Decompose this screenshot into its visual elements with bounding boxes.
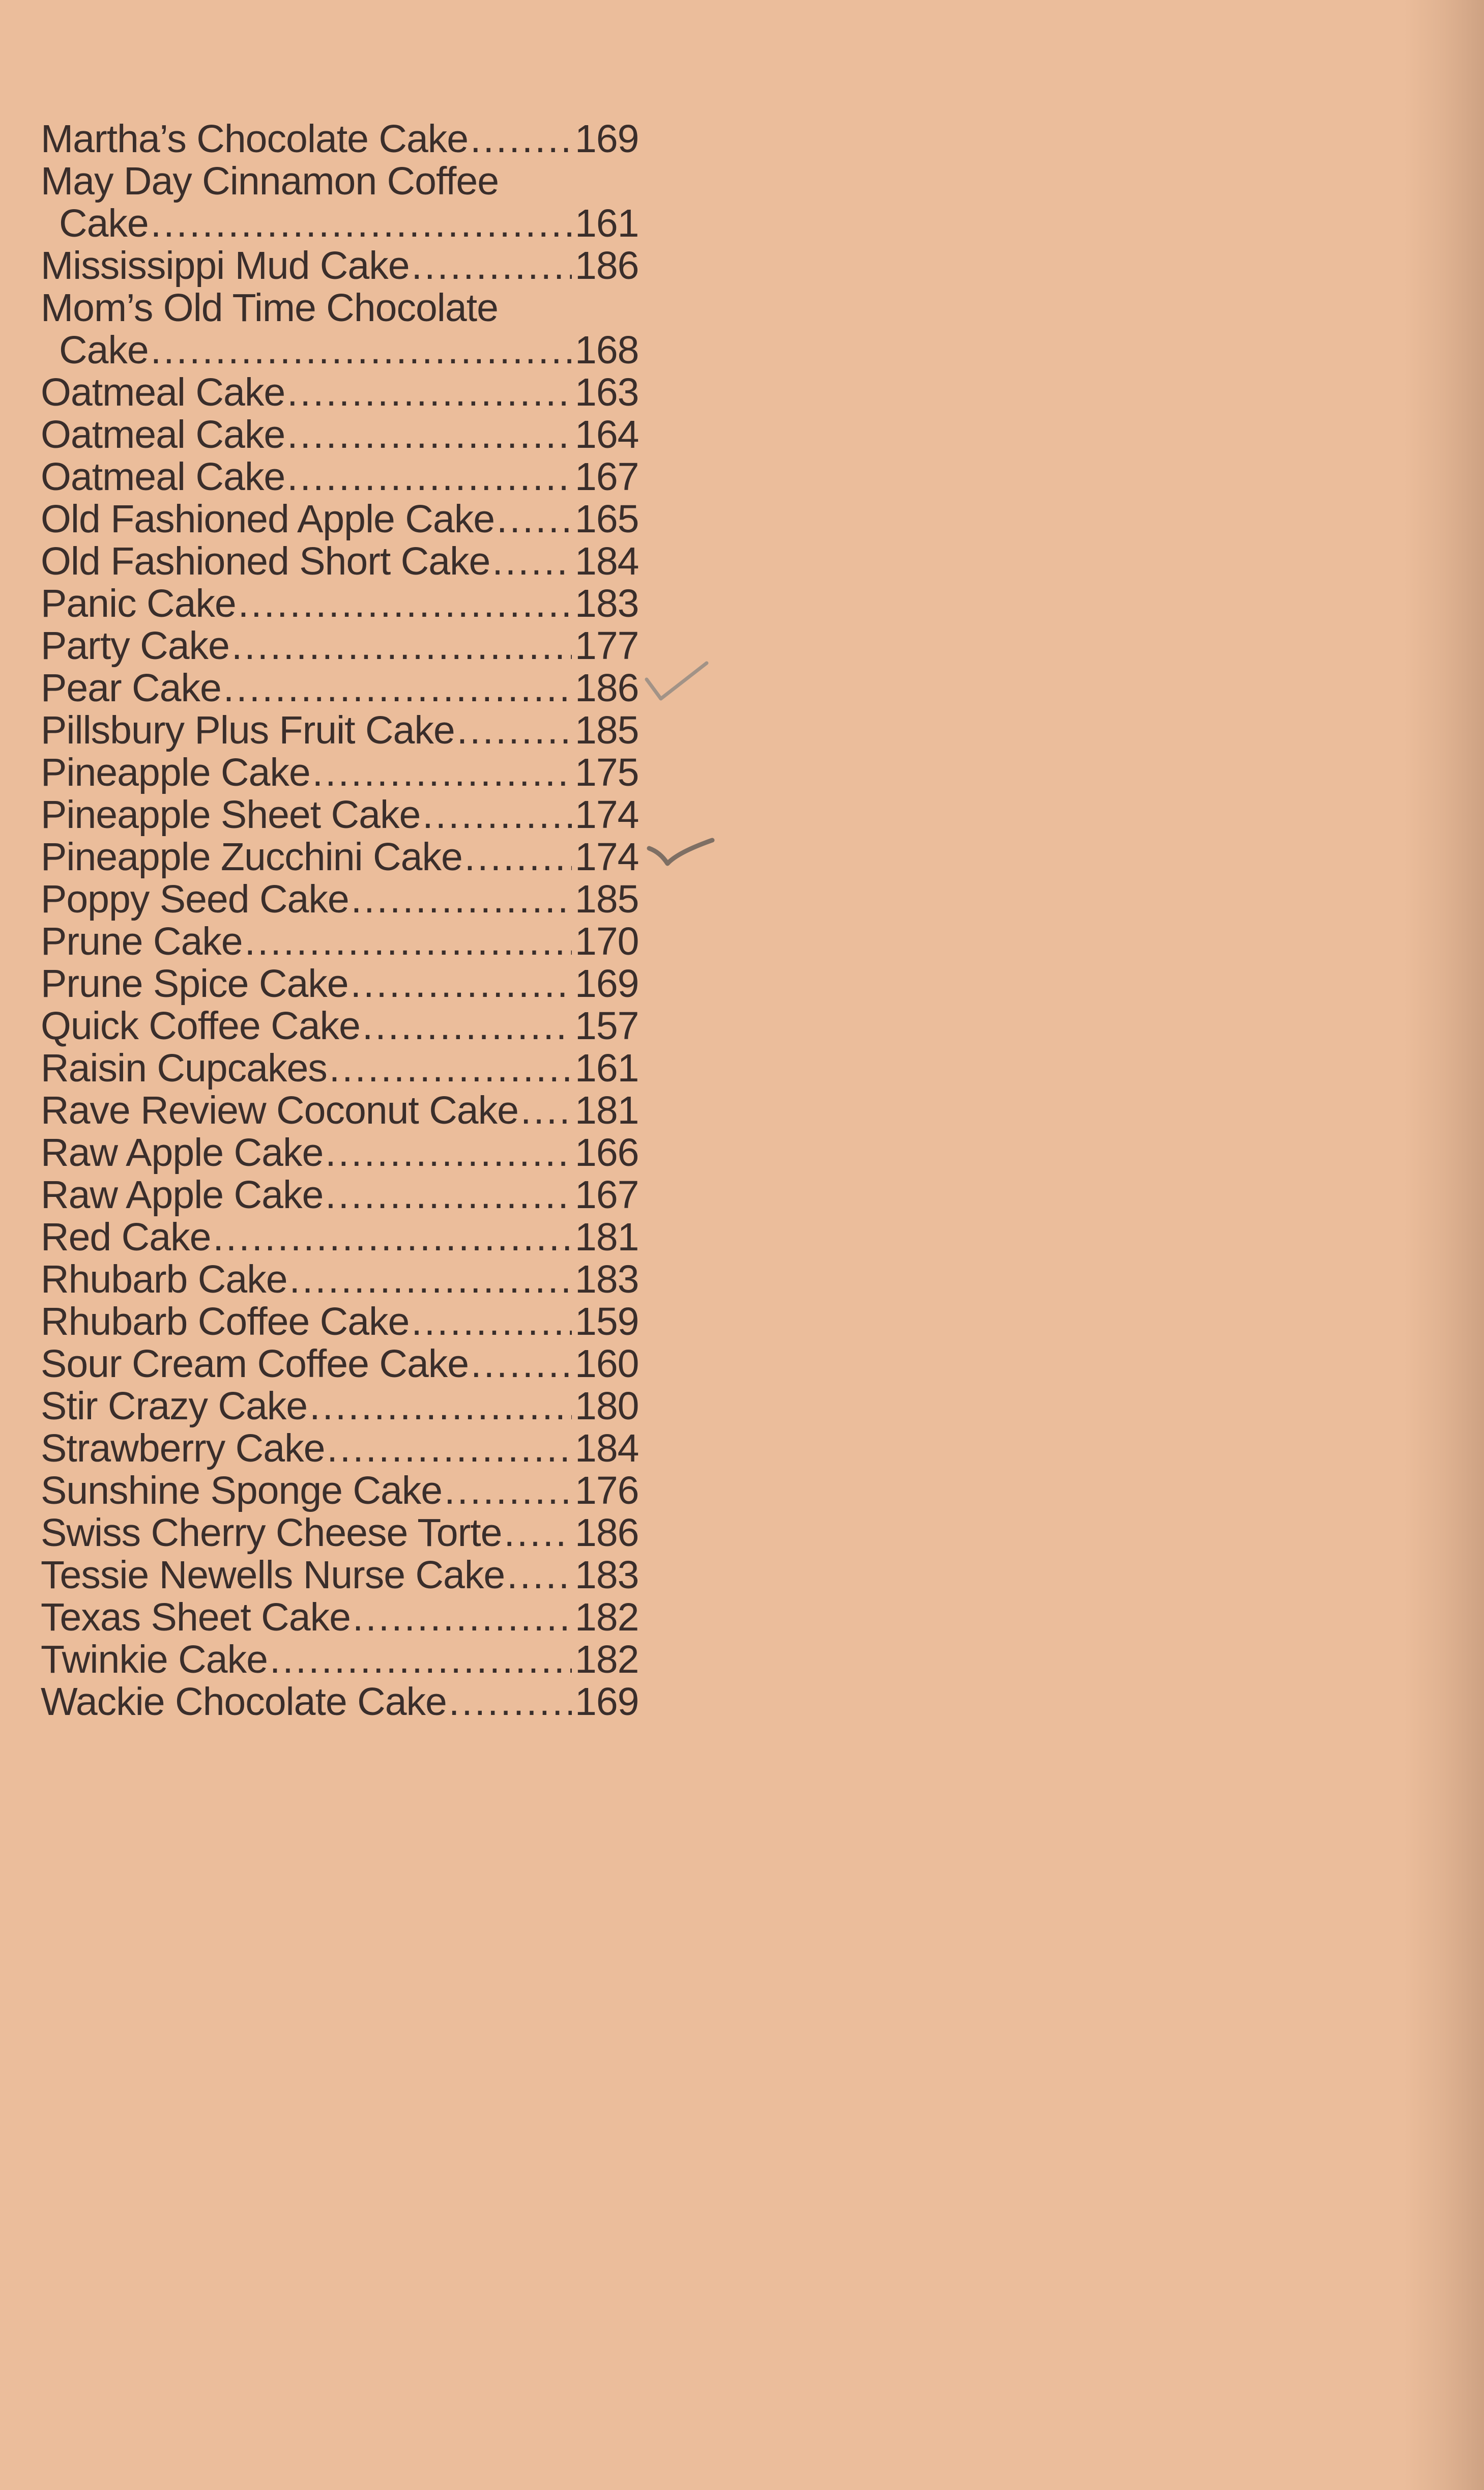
entry-title: Pineapple Cake [41, 751, 310, 794]
entry-page-number: 183 [575, 1257, 639, 1301]
entry-title: Twinkie Cake [41, 1638, 268, 1681]
entry-title: Party Cake [41, 624, 229, 668]
entry-page-number: 160 [575, 1342, 639, 1386]
index-entry [41, 835, 639, 879]
index-entry [41, 1342, 639, 1386]
index-entry [41, 751, 639, 794]
entry-page-number: 164 [575, 413, 639, 456]
entry-title: Tessie Newells Nurse Cake [41, 1553, 505, 1597]
entry-title-line1: May Day Cinnamon Coffee [41, 159, 499, 203]
index-entry [41, 1215, 639, 1259]
entry-page-number: 174 [575, 793, 639, 837]
entry-page-number: 169 [575, 1680, 639, 1724]
entry-page-number: 165 [575, 497, 639, 541]
entry-page-number: 182 [575, 1595, 639, 1639]
entry-title: Oatmeal Cake [41, 413, 285, 456]
pencil-check-mark-icon [644, 659, 710, 705]
entry-page-number: 170 [575, 920, 639, 963]
entry-title: Wackie Chocolate Cake [41, 1680, 447, 1724]
index-entry [41, 793, 639, 837]
entry-title-line1: Mom’s Old Time Chocolate [41, 286, 498, 330]
index-entry [41, 1004, 639, 1048]
dot-leader [504, 1512, 572, 1554]
entry-page-number: 184 [575, 539, 639, 583]
dot-leader [325, 1174, 572, 1216]
dot-leader [457, 709, 572, 752]
dot-leader [289, 1258, 572, 1301]
entry-page-number: 175 [575, 751, 639, 794]
dot-leader [362, 1005, 572, 1047]
entry-page-number: 167 [575, 1173, 639, 1217]
index-entry [41, 877, 639, 921]
index-entry [41, 413, 639, 456]
index-entry [41, 370, 639, 414]
index-entry [41, 1638, 639, 1681]
dot-leader [471, 1343, 572, 1385]
entry-page-number: 183 [575, 582, 639, 625]
entry-title: Old Fashioned Short Cake [41, 539, 490, 583]
dot-leader [287, 371, 572, 414]
index-entry [41, 1595, 639, 1639]
entry-page-number: 176 [575, 1469, 639, 1512]
entry-title: Strawberry Cake [41, 1426, 325, 1470]
entry-title: Red Cake [41, 1215, 211, 1259]
index-entry-first-line [41, 160, 633, 203]
dot-leader [351, 963, 572, 1005]
entry-page-number: 186 [575, 666, 639, 710]
index-entry [41, 497, 639, 541]
dot-leader [325, 1132, 572, 1174]
entry-page-number: 157 [575, 1004, 639, 1048]
dot-leader [238, 583, 572, 625]
entry-title: Pear Cake [41, 666, 221, 710]
entry-title: Rhubarb Cake [41, 1257, 287, 1301]
index-entry [41, 582, 639, 625]
entry-page-number: 169 [575, 962, 639, 1006]
index-entry [41, 244, 639, 288]
pencil-check-mark-icon [646, 837, 717, 873]
dot-leader [351, 878, 572, 921]
dot-leader [449, 1681, 572, 1723]
index-entry [41, 539, 639, 583]
dot-leader [213, 1216, 572, 1258]
index-entry [41, 328, 639, 372]
entry-page-number: 177 [575, 624, 639, 668]
index-entry [41, 708, 639, 752]
entry-title: Mississippi Mud Cake [41, 244, 410, 288]
entry-title: Pillsbury Plus Fruit Cake [41, 708, 455, 752]
entry-title: Texas Sheet Cake [41, 1595, 351, 1639]
dot-leader [353, 1596, 572, 1639]
index-entry [41, 624, 639, 668]
dot-leader [492, 540, 572, 583]
dot-leader [309, 1385, 572, 1427]
entry-title: Oatmeal Cake [41, 455, 285, 499]
index-entry-first-line [41, 287, 633, 329]
dot-leader [520, 1090, 572, 1132]
dot-leader [464, 836, 572, 878]
entry-page-number: 185 [575, 877, 639, 921]
index-entry [41, 1553, 639, 1597]
index-entry [41, 962, 639, 1006]
entry-page-number: 174 [575, 835, 639, 879]
entry-title: Swiss Cherry Cheese Torte [41, 1511, 502, 1555]
recipe-index-list [41, 117, 639, 1724]
dot-leader [327, 1427, 572, 1470]
dot-leader [223, 667, 572, 709]
dot-leader [497, 498, 572, 540]
dot-leader [245, 921, 572, 963]
entry-page-number: 181 [575, 1215, 639, 1259]
entry-page-number: 161 [575, 1046, 639, 1090]
entry-title: Oatmeal Cake [41, 370, 285, 414]
dot-leader [270, 1639, 572, 1681]
entry-page-number: 163 [575, 370, 639, 414]
index-entry [41, 1511, 639, 1555]
index-entry [41, 1089, 639, 1132]
entry-page-number: 180 [575, 1384, 639, 1428]
entry-page-number: 166 [575, 1131, 639, 1175]
entry-page-number: 161 [575, 202, 639, 245]
entry-title: Pineapple Sheet Cake [41, 793, 421, 837]
dot-leader [151, 329, 572, 371]
index-entry [41, 1046, 639, 1090]
index-entry [41, 1131, 639, 1175]
dot-leader [444, 1470, 572, 1512]
entry-title: Prune Cake [41, 920, 243, 963]
entry-title: Quick Coffee Cake [41, 1004, 360, 1048]
entry-title: Cake [59, 328, 149, 372]
index-entry [41, 202, 639, 245]
dot-leader [412, 245, 572, 287]
entry-page-number: 168 [575, 328, 639, 372]
entry-page-number: 169 [575, 117, 639, 161]
index-entry [41, 1384, 639, 1428]
dot-leader [507, 1554, 572, 1596]
dot-leader [422, 794, 572, 836]
entry-page-number: 181 [575, 1089, 639, 1132]
index-entry [41, 1426, 639, 1470]
index-entry [41, 1300, 639, 1343]
entry-title: Sunshine Sponge Cake [41, 1469, 443, 1512]
entry-title: Raw Apple Cake [41, 1131, 324, 1175]
index-entry [41, 1257, 639, 1301]
entry-page-number: 185 [575, 708, 639, 752]
entry-page-number: 182 [575, 1638, 639, 1681]
entry-title: Cake [59, 202, 149, 245]
entry-page-number: 167 [575, 455, 639, 499]
entry-title: Poppy Seed Cake [41, 877, 349, 921]
index-entry [41, 1469, 639, 1512]
dot-leader [411, 1301, 572, 1343]
dot-leader [312, 752, 572, 794]
entry-title: Panic Cake [41, 582, 236, 625]
entry-title: Sour Cream Coffee Cake [41, 1342, 469, 1386]
entry-page-number: 186 [575, 244, 639, 288]
entry-page-number: 183 [575, 1553, 639, 1597]
index-entry [41, 666, 639, 710]
entry-title: Stir Crazy Cake [41, 1384, 308, 1428]
entry-page-number: 159 [575, 1300, 639, 1343]
entry-title: Pineapple Zucchini Cake [41, 835, 462, 879]
entry-title: Old Fashioned Apple Cake [41, 497, 495, 541]
entry-title: Martha’s Chocolate Cake [41, 117, 469, 161]
entry-title: Rave Review Coconut Cake [41, 1089, 518, 1132]
entry-page-number: 184 [575, 1426, 639, 1470]
entry-page-number: 186 [575, 1511, 639, 1555]
index-entry [41, 1173, 639, 1217]
dot-leader [329, 1047, 572, 1090]
entry-title: Raisin Cupcakes [41, 1046, 327, 1090]
index-entry [41, 117, 639, 161]
entry-title: Raw Apple Cake [41, 1173, 324, 1217]
dot-leader [151, 203, 572, 245]
dot-leader [231, 625, 572, 667]
dot-leader [287, 456, 572, 498]
entry-title: Prune Spice Cake [41, 962, 348, 1006]
entry-title: Rhubarb Coffee Cake [41, 1300, 410, 1343]
dot-leader [287, 414, 572, 456]
dot-leader [470, 118, 572, 160]
index-entry [41, 455, 639, 499]
index-entry [41, 920, 639, 963]
index-entry [41, 1680, 639, 1724]
